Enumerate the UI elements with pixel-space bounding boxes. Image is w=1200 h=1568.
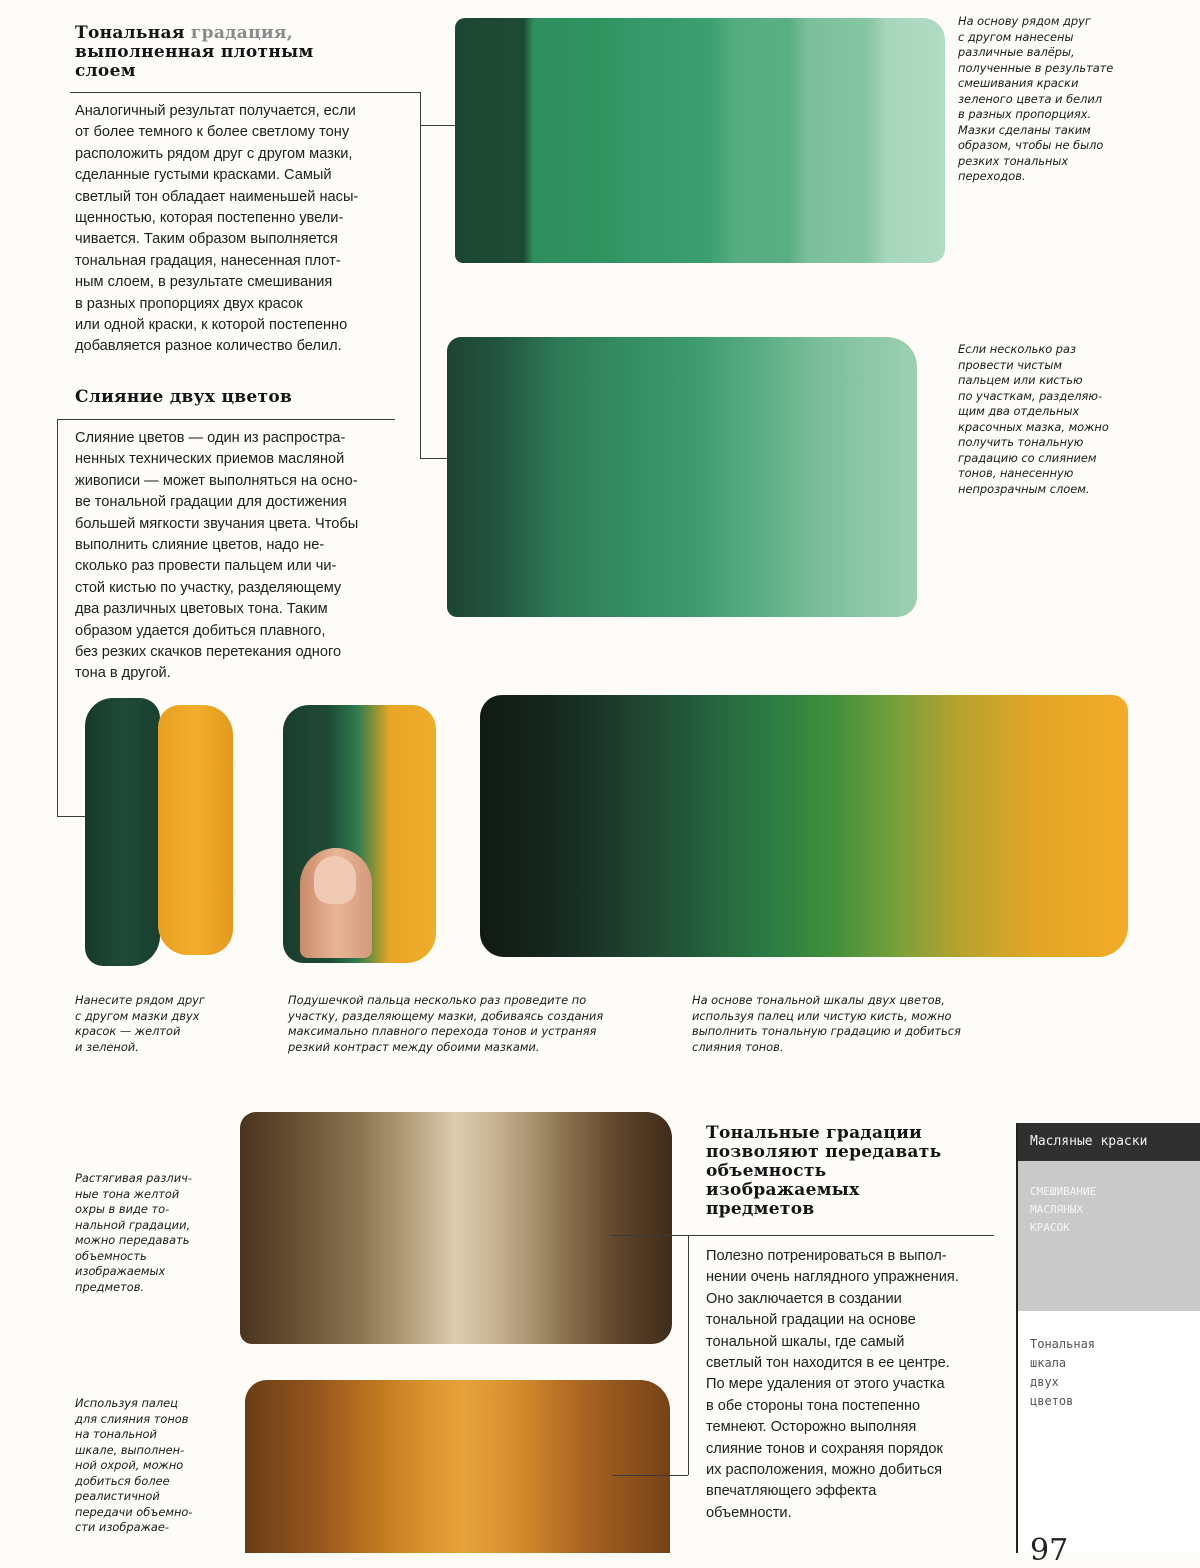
- caption-valers: На основу рядом друг с другом нанесены различные валёры, полученные в результате смешивания краски зеленого цвета и белил в разных пропорциях. Мазки сделаны таким образом, чтобы не было резких тональных переходов.: [958, 14, 1114, 183]
- sidebar-title: Масляные краски: [1018, 1123, 1200, 1161]
- caption-ochre-finger: Используя палец для слияния тонов на тональной шкале, выполнен- ной охрой, можно добиться более реалистичной передачи объемно- сти изображае-: [75, 1396, 193, 1534]
- divider: [57, 419, 395, 420]
- leader-line: [688, 1235, 689, 1475]
- heading-word: градация,: [190, 23, 293, 43]
- sidebar-topic: Тональная шкала двух цветов: [1030, 1337, 1096, 1408]
- green-blended-swatch: [447, 337, 917, 617]
- leader-line: [420, 125, 455, 126]
- two-color-scale-swatch: [480, 695, 1128, 957]
- chapter-sidebar: [1016, 1123, 1200, 1553]
- caption-two-color-scale: На основе тональной шкалы двух цветов, используя палец или чистую кисть, можно выполнить тональную градацию и добиться слияния тонов.: [692, 993, 961, 1054]
- green-stroke: [85, 698, 160, 966]
- yellow-stroke: [158, 705, 233, 955]
- caption-ochre-stretch: Растягивая различ- ные тона желтой охры в виде то- нальной градации, можно передавать объемность изображаемых предметов.: [75, 1171, 192, 1294]
- leader-line: [420, 92, 421, 125]
- fingernail: [314, 856, 356, 904]
- leader-line: [420, 125, 421, 458]
- caption-fingertip: Подушечкой пальца несколько раз проведите по участку, разделяющему мазки, добиваясь создания максимально плавного перехода тонов и устраняя резкий контраст между обоими мазками.: [288, 993, 604, 1054]
- caption-finger-blend: Если несколько раз провести чистым пальцем или кистью по участкам, разделяю- щим два отдельных красочных мазка, можно получить тональную градацию со слиянием тонов, нанесенную непрозрачным слоем.: [958, 342, 1109, 496]
- divider: [688, 1235, 994, 1236]
- sidebar-category: СМЕШИВАНИЕ МАСЛЯНЫХ КРАСОК: [1018, 1161, 1200, 1311]
- ochre-scale-swatch: [240, 1112, 672, 1344]
- leader-line: [612, 1235, 688, 1236]
- page-number: 97: [1030, 1533, 1069, 1568]
- section1-body: Аналогичный результат получается, если от более темного к более светлому тону расположить рядом друг с другом мазки, сделанные густыми красками. Самый светлый тон обладает наименьшей насы- щенностью, которая постепенно увели- чивается. Таким образом выполняется тональная градация, нанесенная плот- ным слоем, в результате смешивания в разных пропорциях двух красок или одной краски, к которой постепенно добавляется разное количество белил.: [75, 103, 359, 355]
- divider: [70, 92, 420, 93]
- heading-word: плотным: [220, 42, 314, 62]
- section3-body: Полезно потренироваться в выпол- нении очень наглядного упражнения. Оно заключается в создании тональной градации на основе тональной шкалы, где самый светлый тон находится в ее центре. По мере удаления от этого участка в обе стороны тона постепенно темнеют. Осторожно выполняя слияние тонов и сохраняя порядок их расположения, можно добиться впечатляющего эффекта объемности.: [706, 1248, 959, 1521]
- section-heading-tonal-gradation: [75, 24, 375, 81]
- leader-line: [612, 1475, 688, 1476]
- fingertip: [300, 848, 372, 958]
- section2-body: Слияние цветов — один из распростра- ненных технических приемов масляной живописи — может выполняться на осно- ве тональной градации для достижения большей мягкости звучания цвета. Чтобы выполнить слияние цветов, надо не- сколько раз провести пальцем или чи- стой кистью по участку, разделяющему два различных цветовых тона. Таким образом удается добиться плавного, без резких скачков перетекания одного тона в другой.: [75, 430, 359, 682]
- green-valer-swatch: [455, 18, 945, 263]
- section-heading-color-blending: Слияние двух цветов: [75, 387, 293, 407]
- caption-two-strokes: Нанесите рядом друг с другом мазки двух красок — желтой и зеленой.: [75, 993, 205, 1054]
- heading-word: слоем: [75, 61, 136, 81]
- leader-line: [57, 816, 85, 817]
- section-heading-volume: Тональные градации позволяют передавать объемность изображаемых предметов: [706, 1123, 942, 1219]
- ochre-blended-swatch: [245, 1380, 670, 1553]
- leader-line: [57, 419, 58, 816]
- heading-word: Тональная: [75, 23, 185, 43]
- heading-word: выполненная: [75, 42, 215, 62]
